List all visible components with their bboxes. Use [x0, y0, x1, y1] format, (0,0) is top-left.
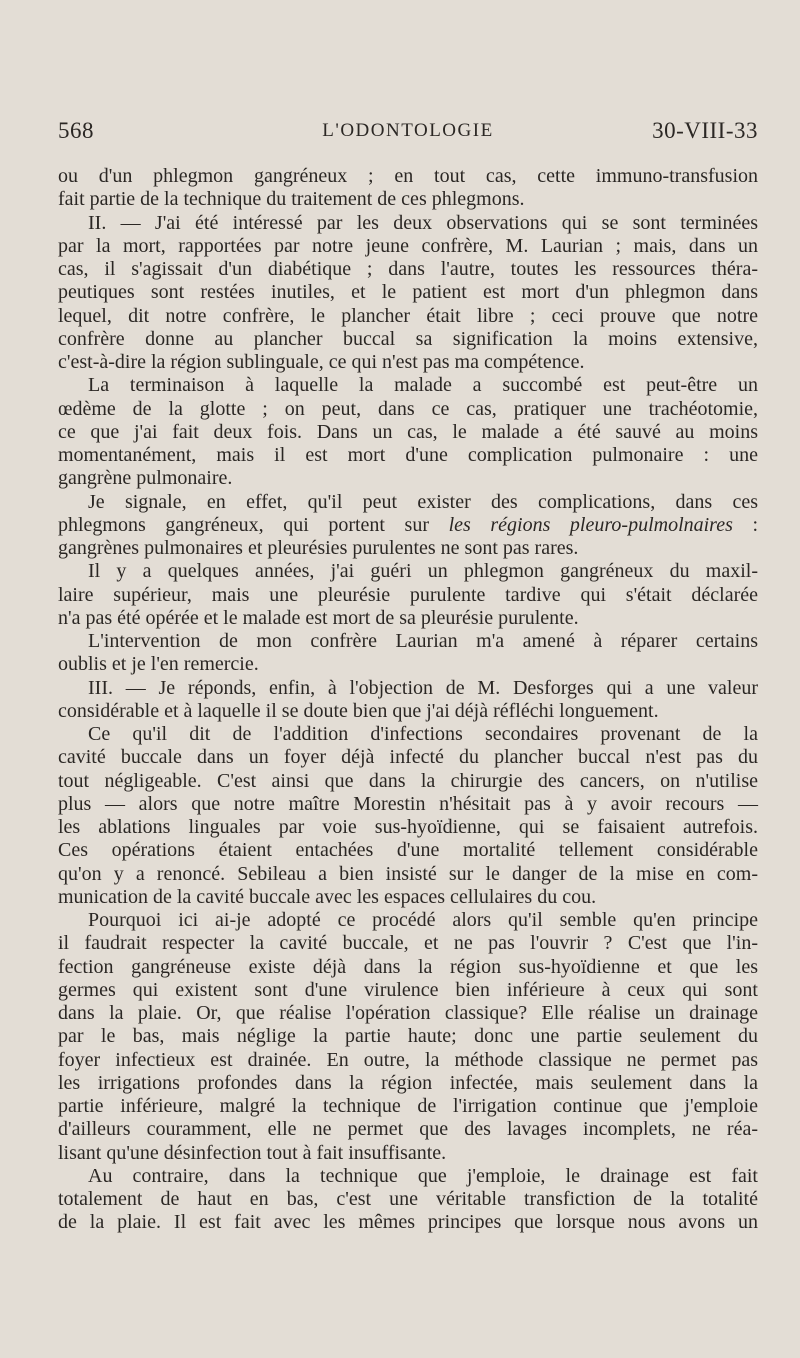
text-line — [58, 212, 758, 235]
text-line-content: momentanément, mais il est mort d'une complication pulmonaire : une — [58, 444, 758, 466]
text-line-content: Ce qu'il dit de l'addition d'infections secondaires provenant de la — [88, 723, 758, 745]
text-line — [58, 607, 758, 630]
text-line-content: oublis et je l'en remercie. — [58, 653, 259, 676]
text-line-content: totalement de haut en bas, c'est une véritable transfiction de la totalité — [58, 1188, 758, 1210]
text-line-content: n'a pas été opérée et le malade est mort de sa pleurésie purulente. — [58, 606, 579, 629]
text-line-content: œdème de la glotte ; on peut, dans ce cas, pratiquer une trachéotomie, — [58, 397, 758, 420]
text-line-content: par le bas, mais néglige la partie haute; donc une partie seulement du — [58, 1025, 758, 1048]
text-line — [58, 700, 758, 723]
text-line — [58, 1188, 758, 1211]
running-header — [58, 116, 758, 146]
text-line-content: Je signale, en effet, qu'il peut exister des complications, dans ces — [88, 490, 758, 513]
text-line-content: gangrène pulmonaire. — [58, 467, 233, 490]
text-line-content: confrère donne au plancher buccal sa signification la moins extensive, — [58, 327, 758, 350]
text-line-content: II. — J'ai été intéressé par les deux observations qui se sont terminées — [88, 211, 758, 234]
text-line — [58, 328, 758, 351]
journal-title: L'ODONTOLOGIE — [322, 120, 494, 141]
text-line — [58, 630, 758, 653]
italic-phrase: les régions pleuro-pulmolnaires — [448, 513, 733, 536]
text-line-content: partie inférieure, malgré la technique de l'irrigation continue que j'emploie — [58, 1095, 758, 1117]
text-line-content: germes qui existent sont d'une virulence bien inférieure à ceux qui sont — [58, 978, 758, 1001]
text-line-content: Il y a quelques années, j'ai guéri un phlegmon gangréneux du maxil- — [88, 560, 758, 583]
text-line — [58, 584, 758, 607]
text-line-content: lisant qu'une désinfection tout à fait insuffisante. — [58, 1141, 447, 1164]
text-line — [58, 188, 758, 211]
text-line — [58, 1025, 758, 1048]
text-line — [58, 421, 758, 444]
text-line — [58, 1002, 758, 1025]
page-number: 568 — [58, 118, 94, 143]
text-line — [58, 514, 758, 537]
text-line-content: cas, il s'agissait d'un diabétique ; dans l'autre, toutes les ressources théra- — [58, 258, 758, 280]
text-line — [58, 1165, 758, 1188]
text-line-content: qu'on y a renoncé. Sebileau a bien insisté sur le danger de la mise en com- — [58, 862, 758, 885]
text-line — [58, 979, 758, 1002]
text-line — [58, 351, 758, 374]
text-line — [58, 1118, 758, 1141]
text-line — [58, 746, 758, 769]
text-line — [58, 444, 758, 467]
text-line — [58, 723, 758, 746]
text-line-content: Ces opérations étaient entachées d'une mortalité tellement considérable — [58, 839, 758, 862]
text-line — [58, 165, 758, 188]
text-line — [58, 653, 758, 676]
text-line-content: il faudrait respecter la cavité buccale, et ne pas l'ouvrir ? C'est que l'in- — [58, 932, 758, 955]
text-line-content: Au contraire, dans la technique que j'emploie, le drainage est fait — [88, 1164, 758, 1187]
text-line-content: munication de la cavité buccale avec les espaces cellulaires du cou. — [58, 885, 597, 908]
text-line-content: foyer infectieux est drainée. En outre, la méthode classique ne permet pas — [58, 1048, 758, 1071]
text-line — [58, 281, 758, 304]
text-line — [58, 1211, 758, 1234]
text-line-content: L'intervention de mon confrère Laurian m'a amené à réparer certains — [88, 630, 758, 652]
text-line-content: fait partie de la technique du traitement de ces phlegmons. — [58, 188, 525, 211]
text-line — [58, 677, 758, 700]
text-line — [58, 770, 758, 793]
text-line-content: tout négligeable. C'est ainsi que dans la chirurgie des cancers, on n'utilise — [58, 769, 758, 792]
text-line-content: les irrigations profondes dans la région infectée, mais seulement dans la — [58, 1071, 758, 1094]
text-line — [58, 816, 758, 839]
text-line-content: phlegmons gangréneux, qui portent sur — [58, 513, 429, 536]
text-line — [58, 909, 758, 932]
article-body — [58, 165, 758, 1235]
text-line — [58, 537, 758, 560]
text-line-content: fection gangréneuse existe déjà dans la région sus-hyoïdienne et que les — [58, 955, 758, 978]
text-line — [58, 398, 758, 421]
text-line-content: par la mort, rapportées par notre jeune confrère, M. Laurian ; mais, dans un — [58, 234, 758, 257]
text-line — [58, 863, 758, 886]
text-line-content: Pourquoi ici ai-je adopté ce procédé alors qu'il semble qu'en principe — [88, 909, 758, 931]
text-line-content: de la plaie. Il est fait avec les mêmes principes que lorsque nous avons un — [58, 1211, 758, 1234]
text-line-content: ce que j'ai fait deux fois. Dans un cas, le malade a été sauvé au moins — [58, 420, 758, 443]
text-line-content: laire supérieur, mais une pleurésie purulente tardive qui s'était déclarée — [58, 583, 758, 606]
text-line-content: peutiques sont restées inutiles, et le patient est mort d'un phlegmon dans — [58, 281, 758, 304]
text-line — [58, 1072, 758, 1095]
text-line-content: III. — Je réponds, enfin, à l'objection de M. Desforges qui a une valeur — [88, 676, 758, 699]
text-line — [58, 258, 758, 281]
text-line — [58, 956, 758, 979]
text-line-content: c'est-à-dire la région sublinguale, ce qui n'est pas ma compétence. — [58, 351, 585, 373]
text-line-content: La terminaison à laquelle la malade a succombé est peut-être un — [88, 374, 758, 397]
text-line-content: d'ailleurs couramment, elle ne permet que des lavages incomplets, ne réa- — [58, 1118, 758, 1141]
text-line — [58, 235, 758, 258]
text-line — [58, 932, 758, 955]
text-line-content: plus — alors que notre maître Morestin n'hésitait pas à y avoir recours — — [58, 792, 758, 815]
text-line — [58, 560, 758, 583]
issue-date: 30-VIII-33 — [652, 118, 758, 143]
text-line — [58, 1142, 758, 1165]
text-line-content: lequel, dit notre confrère, le plancher était libre ; ceci prouve que notre — [58, 304, 758, 327]
text-line-content: ou d'un phlegmon gangréneux ; en tout cas, cette immuno-transfusion — [58, 165, 758, 187]
text-line — [58, 491, 758, 514]
text-line-content: cavité buccale dans un foyer déjà infecté du plancher buccal n'est pas du — [58, 746, 758, 769]
text-line — [58, 467, 758, 490]
text-line-content: dans la plaie. Or, que réalise l'opération classique? Elle réalise un drainage — [58, 1002, 758, 1024]
text-line-content: gangrènes pulmonaires et pleurésies purulentes ne sont pas rares. — [58, 537, 579, 559]
text-line-content: considérable et à laquelle il se doute bien que j'ai déjà réfléchi longuement. — [58, 699, 659, 722]
text-line — [58, 374, 758, 397]
text-line — [58, 1049, 758, 1072]
text-line — [58, 839, 758, 862]
text-line — [58, 305, 758, 328]
text-line-content: les ablations linguales par voie sus-hyoïdienne, qui se faisaient autrefois. — [58, 816, 758, 838]
text-line-tail: : — [732, 513, 759, 536]
text-line — [58, 793, 758, 816]
text-line — [58, 886, 758, 909]
text-line — [58, 1095, 758, 1118]
